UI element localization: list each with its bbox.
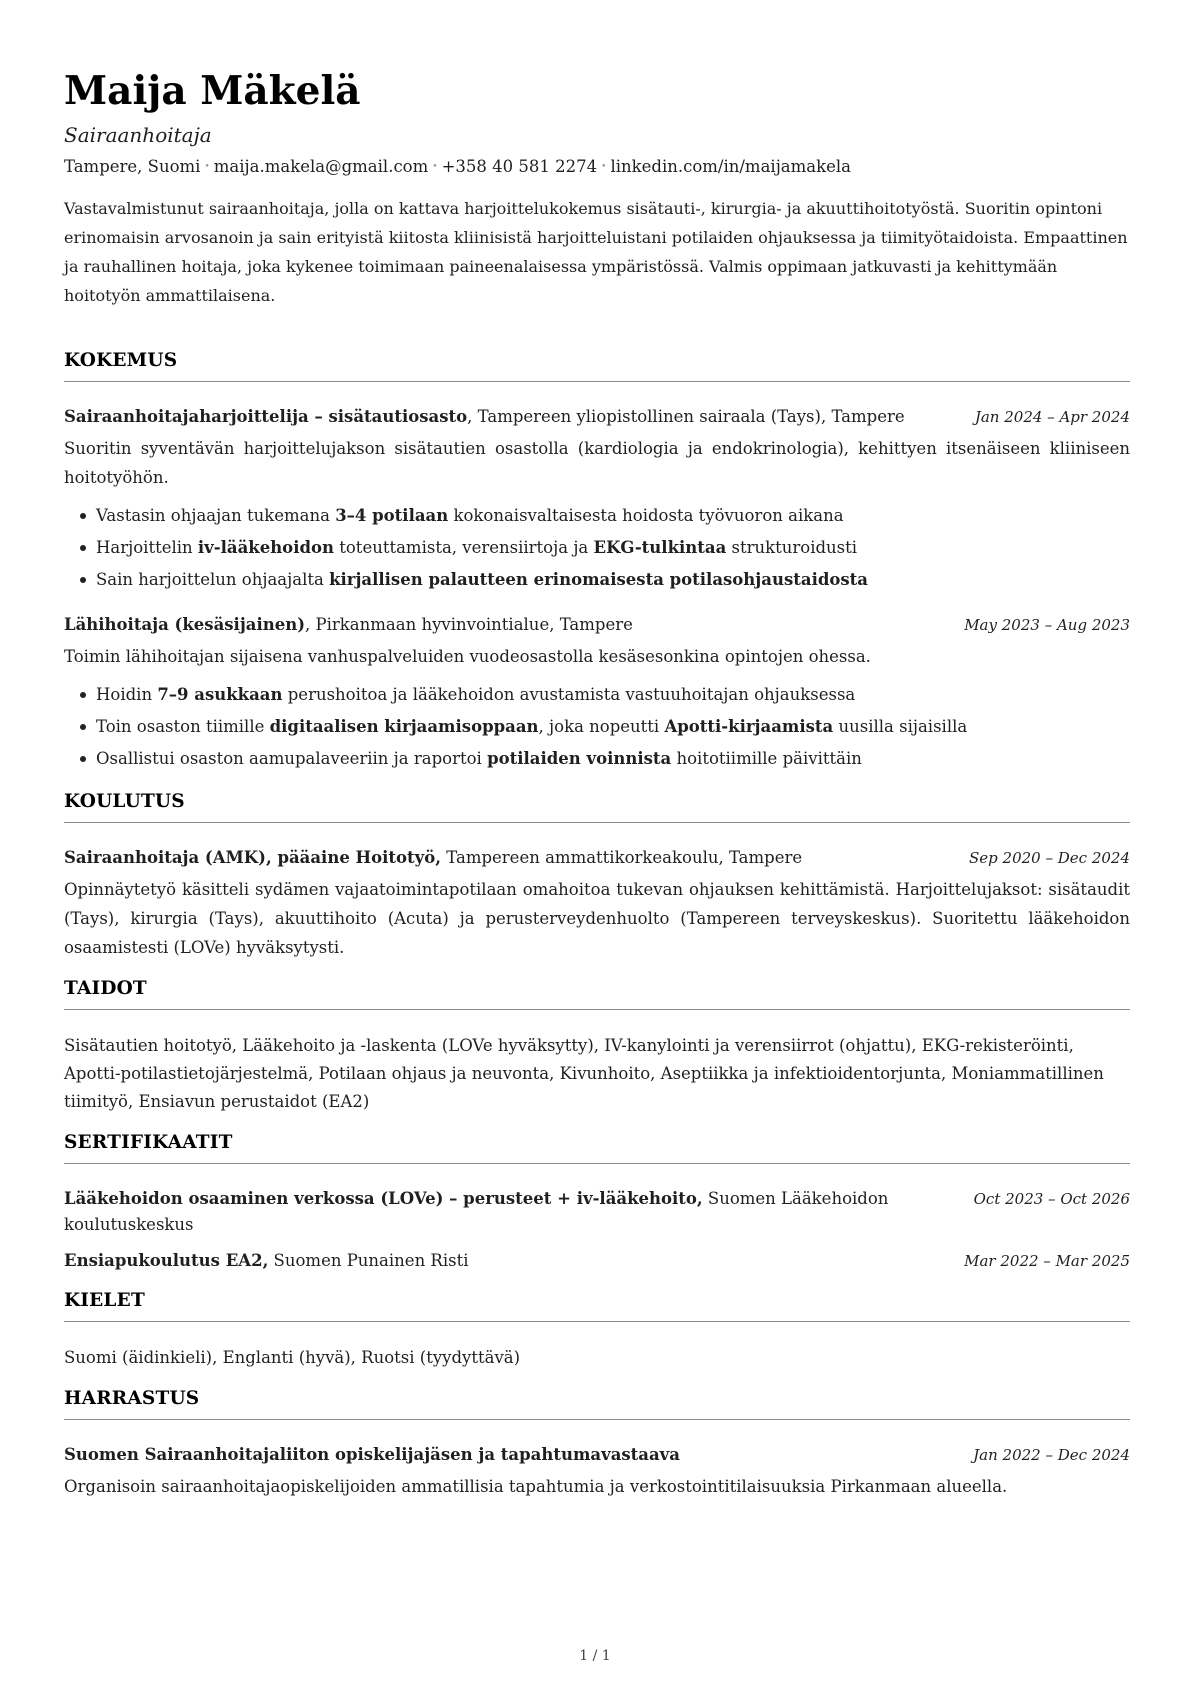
certificates-section <box>64 1132 1130 1274</box>
page-number: 1 / 1 <box>579 1648 611 1664</box>
section-heading-certificates: SERTIFIKAATIT <box>64 1132 1130 1164</box>
education-description: Opinnäytetyö käsitteli sydämen vajaatoimintapotilaan omahoitoa tukevan ohjauksen kehittämistä. Harjoittelujaksot: sisätaudit (Tays), kirurgia (Tays), akuuttihoito (Acuta) ja perusterveydenhuolto (Tampereen terveyskeskus). Suoritettu lääkehoidon osaamistesti (LOVe) hyväksytysti. <box>64 879 1130 957</box>
languages-list: Suomi (äidinkieli), Englanti (hyvä), Ruotsi (tyydyttävä) <box>64 1347 521 1367</box>
hobbies-section <box>64 1388 1130 1501</box>
certificate-name: Lääkehoidon osaaminen verkossa (LOVe) – perusteet + iv-lääkehoito, <box>64 1188 703 1208</box>
skills-section <box>64 978 1130 1116</box>
entry-title <box>64 1186 962 1238</box>
person-name: Maija Mäkelä <box>64 68 361 114</box>
hobby-entry <box>64 1442 1130 1501</box>
entry-title <box>64 845 802 871</box>
experience-entry <box>64 612 1130 775</box>
list-item: Hoidin 7–9 asukkaan perushoitoa ja lääkehoidon avustamista vastuuhoitajan ohjauksessa <box>96 679 1130 711</box>
entry-header <box>64 845 1130 871</box>
separator-dot: • <box>432 162 438 173</box>
contact-phone[interactable]: +358 40 581 2274 <box>441 156 598 176</box>
degree-name: Sairaanhoitaja (AMK), pääaine Hoitotyö, <box>64 847 442 867</box>
skills-list: Sisätautien hoitotyö, Lääkehoito ja -laskenta (LOVe hyväksytty), IV-kanylointi ja verensiirrot (ohjattu), EKG-rekisteröinti, Apotti-potilastietojärjestelmä, Potilaan ohjaus ja neuvonta, Kivunhoito, Aseptiikka ja infektioidentorjunta, Moniammatillinen tiimityö, Ensiavun perustaidot (EA2) <box>64 1035 1104 1111</box>
certificate-name: Ensiapukoulutus EA2, <box>64 1250 269 1270</box>
entry-header <box>64 612 1130 638</box>
list-item: Harjoittelin iv-lääkehoidon toteuttamista, verensiirtoja ja EKG-tulkintaa strukturoidusti <box>96 532 1130 564</box>
list-item: Toin osaston tiimille digitaalisen kirjaamisoppaan, joka nopeutti Apotti-kirjaamista uusilla sijaisilla <box>96 711 1130 743</box>
job-dates: May 2023 – Aug 2023 <box>964 615 1130 634</box>
certificate-issuer: Suomen Lääkehoidon koulutuskeskus <box>64 1188 889 1234</box>
job-bullets <box>64 679 1130 775</box>
certificate-dates: Mar 2022 – Mar 2025 <box>964 1251 1130 1270</box>
certificate-entry <box>64 1248 1130 1274</box>
contact-linkedin[interactable]: linkedin.com/in/maijamakela <box>610 156 852 176</box>
contact-email[interactable]: maija.makela@gmail.com <box>213 156 429 176</box>
job-dates: Jan 2024 – Apr 2024 <box>974 407 1130 426</box>
entry-title <box>64 404 905 430</box>
education-section <box>64 791 1130 962</box>
separator-dot: • <box>204 162 210 173</box>
entry-title <box>64 612 633 638</box>
section-heading-skills: TAIDOT <box>64 978 1130 1010</box>
job-title: Sairaanhoitaja <box>64 122 212 147</box>
list-item: Sain harjoittelun ohjaajalta kirjallisen palautteen erinomaisesta potilasohjaustaidosta <box>96 564 1130 596</box>
experience-section <box>64 350 1130 775</box>
contact-line <box>64 157 1130 176</box>
list-item: Vastasin ohjaajan tukemana 3–4 potilaan kokonaisvaltaisesta hoidosta työvuoron aikana <box>96 500 1130 532</box>
certificate-dates: Oct 2023 – Oct 2026 <box>973 1189 1130 1208</box>
section-heading-experience: KOKEMUS <box>64 350 1130 382</box>
job-description: Toimin lähihoitajan sijaisena vanhuspalveluiden vuodeosastolla kesäsesonkina opintojen ohessa. <box>64 646 871 666</box>
job-role: Sairaanhoitajaharjoittelija – sisätautiosasto <box>64 406 468 426</box>
entry-title <box>64 1248 469 1274</box>
education-entry <box>64 845 1130 962</box>
job-organization: , Tampereen yliopistollinen sairaala (Tays), Tampere <box>467 406 905 426</box>
education-dates: Sep 2020 – Dec 2024 <box>969 848 1130 867</box>
list-item: Osallistui osaston aamupalaveeriin ja raportoi potilaiden voinnista hoitotiimille päivittäin <box>96 743 1130 775</box>
entry-header <box>64 404 1130 430</box>
entry-header <box>64 1248 1130 1274</box>
job-description: Suoritin syventävän harjoittelujakson sisätautien osastolla (kardiologia ja endokrinologia), kehittyen itsenäiseen kliiniseen hoitotyöhön. <box>64 438 1130 487</box>
hobby-description: Organisoin sairaanhoitajaopiskelijoiden ammatillisia tapahtumia ja verkostointitilaisuuksia Pirkanmaan alueella. <box>64 1476 1008 1496</box>
school-name: Tampereen ammattikorkeakoulu, Tampere <box>441 847 803 867</box>
section-heading-hobbies: HARRASTUS <box>64 1388 1130 1420</box>
entry-header <box>64 1186 1130 1238</box>
section-heading-languages: KIELET <box>64 1290 1130 1322</box>
job-bullets <box>64 500 1130 596</box>
experience-entry <box>64 404 1130 596</box>
certificate-issuer: Suomen Punainen Risti <box>268 1250 469 1270</box>
separator-dot: • <box>601 162 607 173</box>
profile-summary: Vastavalmistunut sairaanhoitaja, jolla on kattava harjoittelukokemus sisätauti-, kirurgia- ja akuuttihoitotyöstä. Suoritin opintoni erinomaisin arvosanoin ja sain erityistä kiitosta kliinisistä harjoitteluistani potilaiden ohjauksessa ja tiimityötaidoista. Empaattinen ja rauhallinen hoitaja, joka kykenee toimimaan paineenalaisessa ympäristössä. Valmis oppimaan jatkuvasti ja kehittymään hoitotyön ammattilaisena. <box>64 198 1128 305</box>
contact-location: Tampere, Suomi <box>64 156 201 176</box>
job-organization: , Pirkanmaan hyvinvointialue, Tampere <box>305 614 633 634</box>
entry-header <box>64 1442 1130 1468</box>
job-role: Lähihoitaja (kesäsijainen) <box>64 614 306 634</box>
certificate-entry <box>64 1186 1130 1238</box>
resume-page <box>64 58 1130 1515</box>
languages-section <box>64 1290 1130 1372</box>
hobby-dates: Jan 2022 – Dec 2024 <box>973 1445 1130 1464</box>
hobby-title: Suomen Sairaanhoitajaliiton opiskelijajäsen ja tapahtumavastaava <box>64 1444 680 1464</box>
section-heading-education: KOULUTUS <box>64 791 1130 823</box>
